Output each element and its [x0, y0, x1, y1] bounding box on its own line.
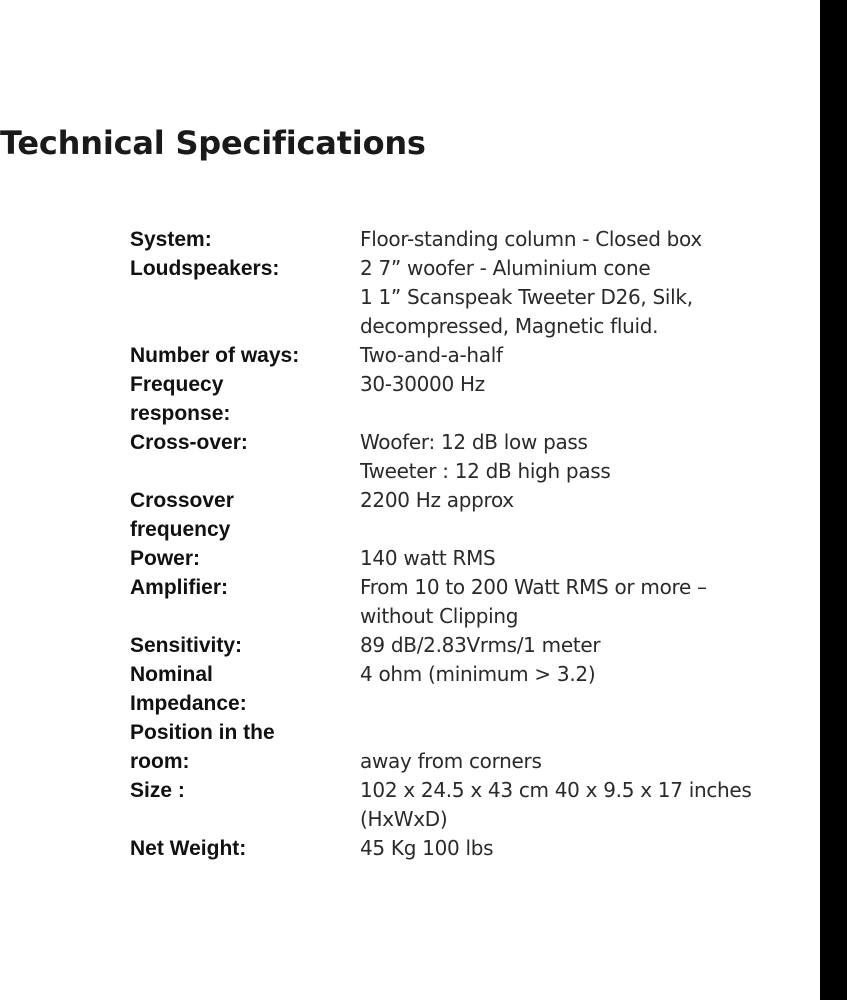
spec-value-line: decompressed, Magnetic fluid.: [360, 314, 659, 338]
spec-row: [130, 225, 820, 254]
spec-value: [360, 428, 820, 486]
spec-label: [130, 486, 360, 544]
spec-label-line: Crossover: [130, 489, 234, 512]
spec-label: [130, 718, 360, 776]
spec-label-line: Power:: [130, 547, 201, 570]
spec-value: [360, 631, 820, 660]
spec-label: [130, 225, 360, 254]
spec-label-line: room:: [130, 750, 190, 773]
spec-label: [130, 573, 360, 602]
spec-value: [360, 776, 820, 834]
spec-label-line: Nominal: [130, 663, 213, 686]
spec-value: [360, 573, 820, 631]
spec-label: [130, 631, 360, 660]
spec-value-line: [360, 718, 820, 747]
spec-row: [130, 834, 820, 863]
spec-row: [130, 660, 820, 718]
spec-label-line: System:: [130, 228, 212, 251]
spec-value-line: Woofer: 12 dB low pass: [360, 430, 588, 454]
spec-row: [130, 718, 820, 776]
spec-label-line: Cross-over:: [130, 431, 248, 454]
spec-label-line: Size :: [130, 779, 185, 802]
spec-value-line: 140 watt RMS: [360, 546, 496, 570]
spec-value-line: 1 1” Scanspeak Tweeter D26, Silk,: [360, 285, 693, 309]
spec-row: [130, 486, 820, 544]
spec-row: [130, 254, 820, 341]
spec-label-line: Amplifier:: [130, 576, 229, 599]
spec-value: [360, 660, 820, 689]
spec-label-line: response:: [130, 402, 231, 425]
spec-label: [130, 834, 360, 863]
spec-label: [130, 428, 360, 457]
spec-label-line: Sensitivity:: [130, 634, 243, 657]
spec-value-line: Tweeter : 12 dB high pass: [360, 459, 611, 483]
spec-value: [360, 718, 820, 776]
spec-row: [130, 631, 820, 660]
spec-value: [360, 225, 820, 254]
spec-row: [130, 573, 820, 631]
spec-value: [360, 341, 820, 370]
spec-value-line: away from corners: [360, 749, 542, 773]
spec-label: [130, 254, 360, 283]
spec-value-line: 89 dB/2.83Vrms/1 meter: [360, 633, 601, 657]
page-edge-bar: [820, 0, 847, 1000]
spec-value-line: without Clipping: [360, 604, 519, 628]
spec-value-line: 2200 Hz approx: [360, 488, 514, 512]
spec-value-line: 30-30000 Hz: [360, 372, 485, 396]
spec-label-line: Position in the: [130, 721, 275, 744]
spec-row: [130, 341, 820, 370]
spec-label: [130, 776, 360, 805]
spec-value: [360, 370, 820, 399]
spec-value-line: 102 x 24.5 x 43 cm 40 x 9.5 x 17 inches: [360, 778, 752, 802]
spec-value-line: 4 ohm (minimum > 3.2): [360, 662, 596, 686]
spec-value: [360, 834, 820, 863]
spec-label: [130, 370, 360, 428]
spec-value-line: Two-and-a-half: [360, 343, 503, 367]
spec-row: [130, 428, 820, 486]
spec-label-line: Frequecy: [130, 373, 224, 396]
spec-label-line: Number of ways:: [130, 344, 300, 367]
spec-label-line: Loudspeakers:: [130, 257, 280, 280]
spec-label: [130, 341, 360, 370]
spec-value-line: 45 Kg 100 lbs: [360, 836, 494, 860]
spec-label: [130, 544, 360, 573]
page-title: Technical Specifications: [0, 124, 426, 162]
spec-label-line: frequency: [130, 518, 231, 541]
spec-value: [360, 544, 820, 573]
spec-value-line: Floor-standing column - Closed box: [360, 227, 702, 251]
spec-value-line: 2 7” woofer - Aluminium cone: [360, 256, 651, 280]
spec-label: [130, 660, 360, 718]
spec-label-line: Impedance:: [130, 692, 247, 715]
spec-label-line: Net Weight:: [130, 837, 247, 860]
spec-value: [360, 254, 820, 341]
spec-row: [130, 544, 820, 573]
spec-row: [130, 776, 820, 834]
spec-value: [360, 486, 820, 515]
spec-row: [130, 370, 820, 428]
spec-table: [130, 225, 820, 863]
spec-value-line: From 10 to 200 Watt RMS or more –: [360, 575, 707, 599]
spec-value-line: (HxWxD): [360, 807, 448, 831]
